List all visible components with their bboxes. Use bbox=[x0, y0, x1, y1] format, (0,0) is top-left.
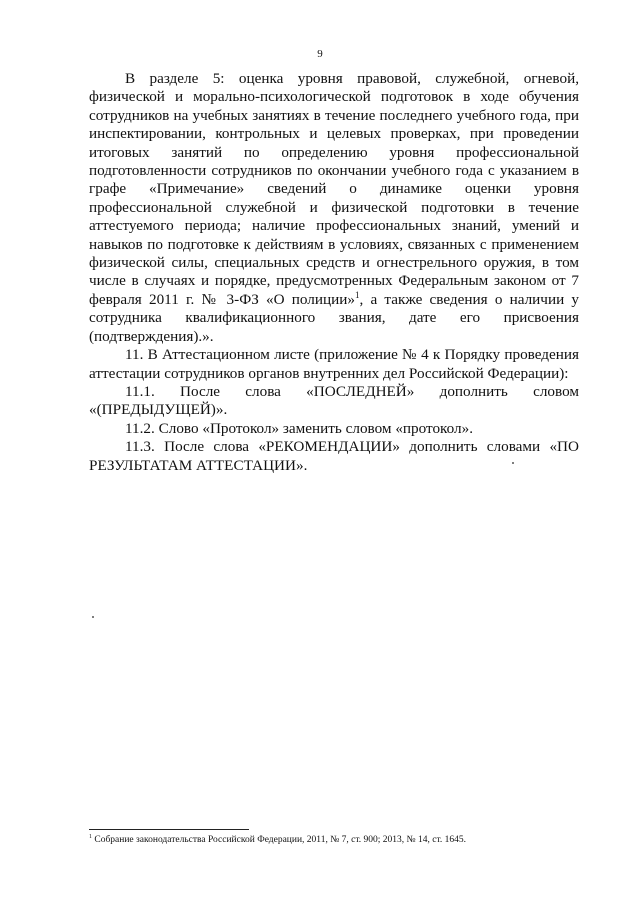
scan-speck bbox=[512, 462, 514, 464]
document-body bbox=[89, 70, 579, 475]
paragraph-item-11-2: 11.2. Слово «Протокол» заменить словом «протокол». bbox=[125, 419, 474, 437]
footnote-divider bbox=[89, 829, 249, 830]
footnote-text: Собрание законодательства Российской Федерации, 2011, № 7, ст. 900; 2013, № 14, ст. 1645. bbox=[94, 835, 467, 845]
paragraph-section-5 bbox=[89, 70, 579, 346]
footnote bbox=[89, 834, 589, 846]
paragraph-item-11: 11. В Аттестационном листе (приложение № 4 к Порядку проведения аттестации сотрудников органов внутренних дел Российской Федерации): bbox=[89, 346, 579, 382]
section-5-text: В разделе 5: оценка уровня правовой, служебной, огневой, физической и морально-психологической подготовок в ходе обучения сотрудников на учебных занятиях в течение последнего учебного года, при инспектировании, контрольных и целевых проверках, при проведении итоговых занятий по определению уровня профессиональной подготовленности сотрудников по окончании учебного года с указанием в графе «Примечание» сведений о динамике оценки уровня профессиональной служебной и физической подготовки в течение аттестуемого периода; наличие профессиональных знаний, умений и навыков по подготовке к действиям в условиях, связанных с применением физической силы, специальных средств и огнестрельного оружия, в том числе в случаях и порядке, предусмотренных Федеральным законом от 7 февраля 2011 г. № 3-ФЗ «О полиции» bbox=[89, 70, 579, 308]
footnote-reference: 1 bbox=[354, 289, 360, 300]
scan-speck bbox=[92, 616, 94, 618]
footnote-marker: 1 bbox=[89, 833, 92, 840]
page-number: 9 bbox=[317, 48, 323, 60]
paragraph-item-11-3: 11.3. После слова «РЕКОМЕНДАЦИИ» дополнить словами «ПО РЕЗУЛЬТАТАМ АТТЕСТАЦИИ». bbox=[89, 438, 579, 474]
paragraph-item-11-1: 11.1. После слова «ПОСЛЕДНЕЙ» дополнить словом «(ПРЕДЫДУЩЕЙ)». bbox=[89, 382, 579, 419]
section-5-text-continued: , а также сведения о наличии у сотрудника квалификационного звания, дате его присвоения (подтверждения).». bbox=[89, 290, 579, 345]
